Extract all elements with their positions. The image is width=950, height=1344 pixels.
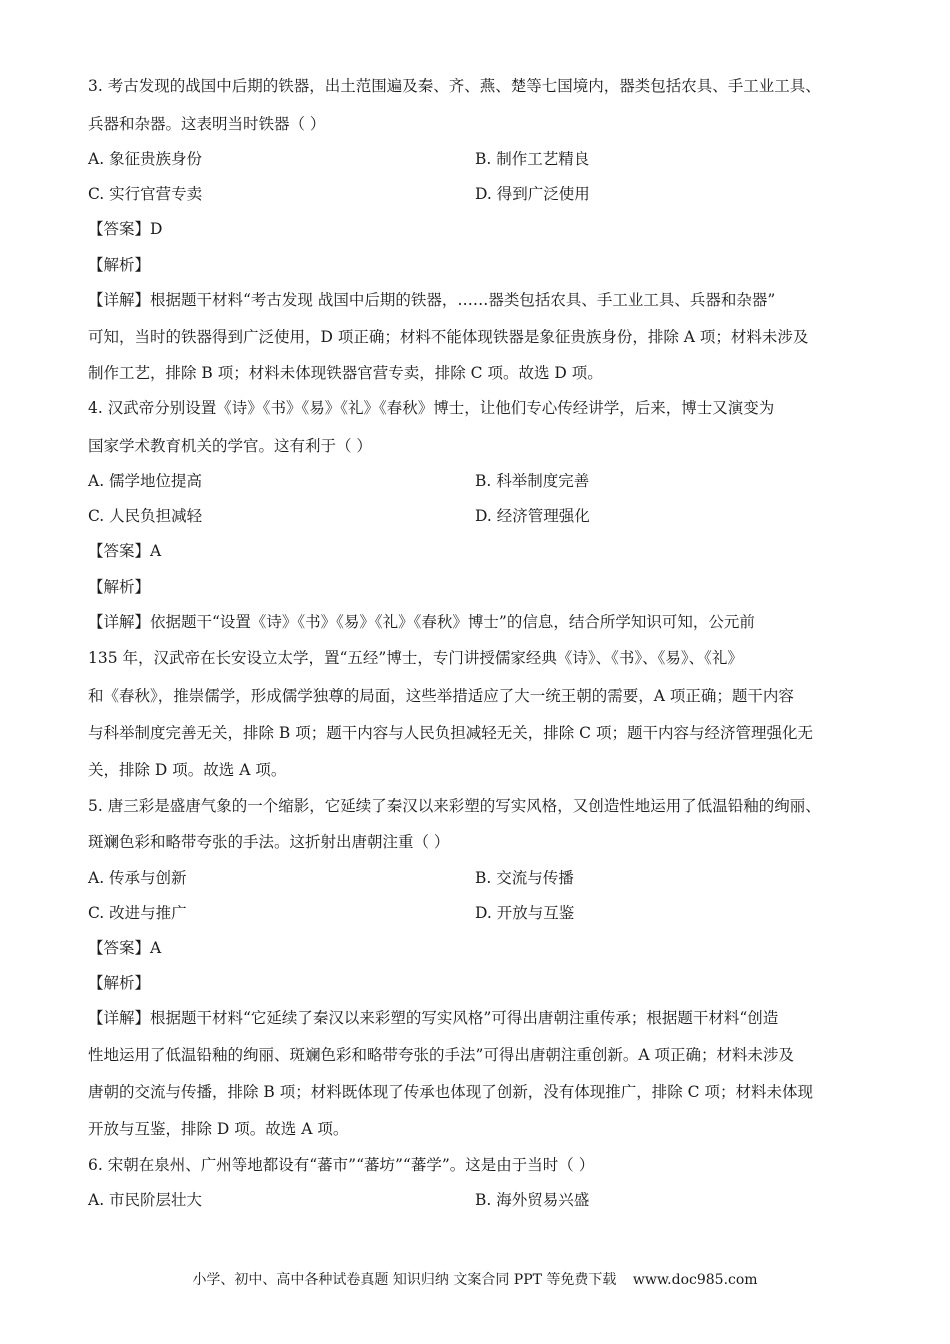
q5-analysis-heading: 【解析】: [88, 974, 151, 992]
q6-stem-line-1: 6. 宋朝在泉州、广州等地都设有“蕃市”“蕃坊”“蕃学”。这是由于当时（ ）: [88, 1156, 595, 1174]
q5-detail-line-1: 【详解】根据题干材料“它延续了秦汉以来彩塑的写实风格”可得出唐朝注重传承；根据题干材料“创造: [88, 1009, 779, 1027]
q3-answer: 【答案】D: [88, 220, 163, 238]
q3-detail-line-1: 【详解】根据题干材料“考古发现 战国中后期的铁器，……器类包括农具、手工业工具、兵器和杂器”: [88, 291, 776, 309]
q5-option-d: D. 开放与互鉴: [475, 904, 575, 922]
q4-option-a: A. 儒学地位提高: [88, 472, 203, 490]
q3-option-a: A. 象征贵族身份: [88, 150, 203, 168]
q5-option-b: B. 交流与传播: [475, 869, 574, 887]
q3-detail-line-2: 可知，当时的铁器得到广泛使用，D 项正确；材料不能体现铁器是象征贵族身份，排除 A 项；材料未涉及: [88, 328, 809, 346]
q5-answer: 【答案】A: [88, 939, 162, 957]
footer-text: 小学、初中、高中各种试卷真题 知识归纳 文案合同 PPT 等免费下载: [192, 1272, 617, 1288]
q4-detail-line-4: 与科举制度完善无关，排除 B 项；题干内容与人民负担减轻无关，排除 C 项；题干内容与经济管理强化无: [88, 724, 813, 742]
footer-site-link[interactable]: www.doc985.com: [632, 1272, 758, 1288]
q4-option-c: C. 人民负担减轻: [88, 507, 203, 525]
q3-option-c: C. 实行官营专卖: [88, 185, 203, 203]
q5-detail-line-2: 性地运用了低温铅釉的绚丽、斑斓色彩和略带夸张的手法”可得出唐朝注重创新。A 项正确；材料未涉及: [88, 1046, 795, 1064]
q4-option-b: B. 科举制度完善: [475, 472, 590, 490]
q4-detail-line-3: 和《春秋》，推崇儒学，形成儒学独尊的局面，这些举措适应了大一统王朝的需要，A 项正确；题干内容: [88, 687, 794, 705]
q5-detail-line-4: 开放与互鉴，排除 D 项。故选 A 项。: [88, 1120, 349, 1138]
q3-option-b: B. 制作工艺精良: [475, 150, 590, 168]
q3-stem-line-1: 3. 考古发现的战国中后期的铁器，出土范围遍及秦、齐、燕、楚等七国境内，器类包括农具、手工业工具、: [88, 77, 821, 95]
q6-option-b: B. 海外贸易兴盛: [475, 1191, 590, 1209]
q5-option-a: A. 传承与创新: [88, 869, 187, 887]
q4-detail-line-5: 关，排除 D 项。故选 A 项。: [88, 761, 287, 779]
q5-detail-line-3: 唐朝的交流与传播，排除 B 项；材料既体现了传承也体现了创新，没有体现推广，排除 C 项；材料未体现: [88, 1083, 813, 1101]
q4-stem-line-1: 4. 汉武帝分别设置《诗》《书》《易》《礼》《春秋》博士，让他们专心传经讲学，后来，博士又演变为: [88, 399, 775, 417]
q4-stem-line-2: 国家学术教育机关的学官。这有利于（ ）: [88, 437, 372, 455]
q6-option-a: A. 市民阶层壮大: [88, 1191, 203, 1209]
q4-answer: 【答案】A: [88, 542, 162, 560]
q5-stem-line-1: 5. 唐三彩是盛唐气象的一个缩影，它延续了秦汉以来彩塑的写实风格，又创造性地运用了低温铅釉的绚丽、: [88, 797, 821, 815]
page-footer: [0, 1270, 950, 1290]
q4-detail-line-1: 【详解】依据题干“设置《诗》《书》《易》《礼》《春秋》博士”的信息，结合所学知识可知，公元前: [88, 613, 755, 631]
q4-analysis-heading: 【解析】: [88, 578, 151, 596]
q3-analysis-heading: 【解析】: [88, 256, 151, 274]
q3-stem-line-2: 兵器和杂器。这表明当时铁器（ ）: [88, 115, 326, 133]
q4-detail-line-2: 135 年，汉武帝在长安设立太学，置“五经”博士，专门讲授儒家经典《诗》、《书》、《易》、《礼》: [88, 649, 743, 667]
q3-detail-line-3: 制作工艺，排除 B 项；材料未体现铁器官营专卖，排除 C 项。故选 D 项。: [88, 364, 603, 382]
q4-option-d: D. 经济管理强化: [475, 507, 590, 525]
q3-option-d: D. 得到广泛使用: [475, 185, 590, 203]
q5-stem-line-2: 斑斓色彩和略带夸张的手法。这折射出唐朝注重（ ）: [88, 833, 450, 851]
q5-option-c: C. 改进与推广: [88, 904, 187, 922]
